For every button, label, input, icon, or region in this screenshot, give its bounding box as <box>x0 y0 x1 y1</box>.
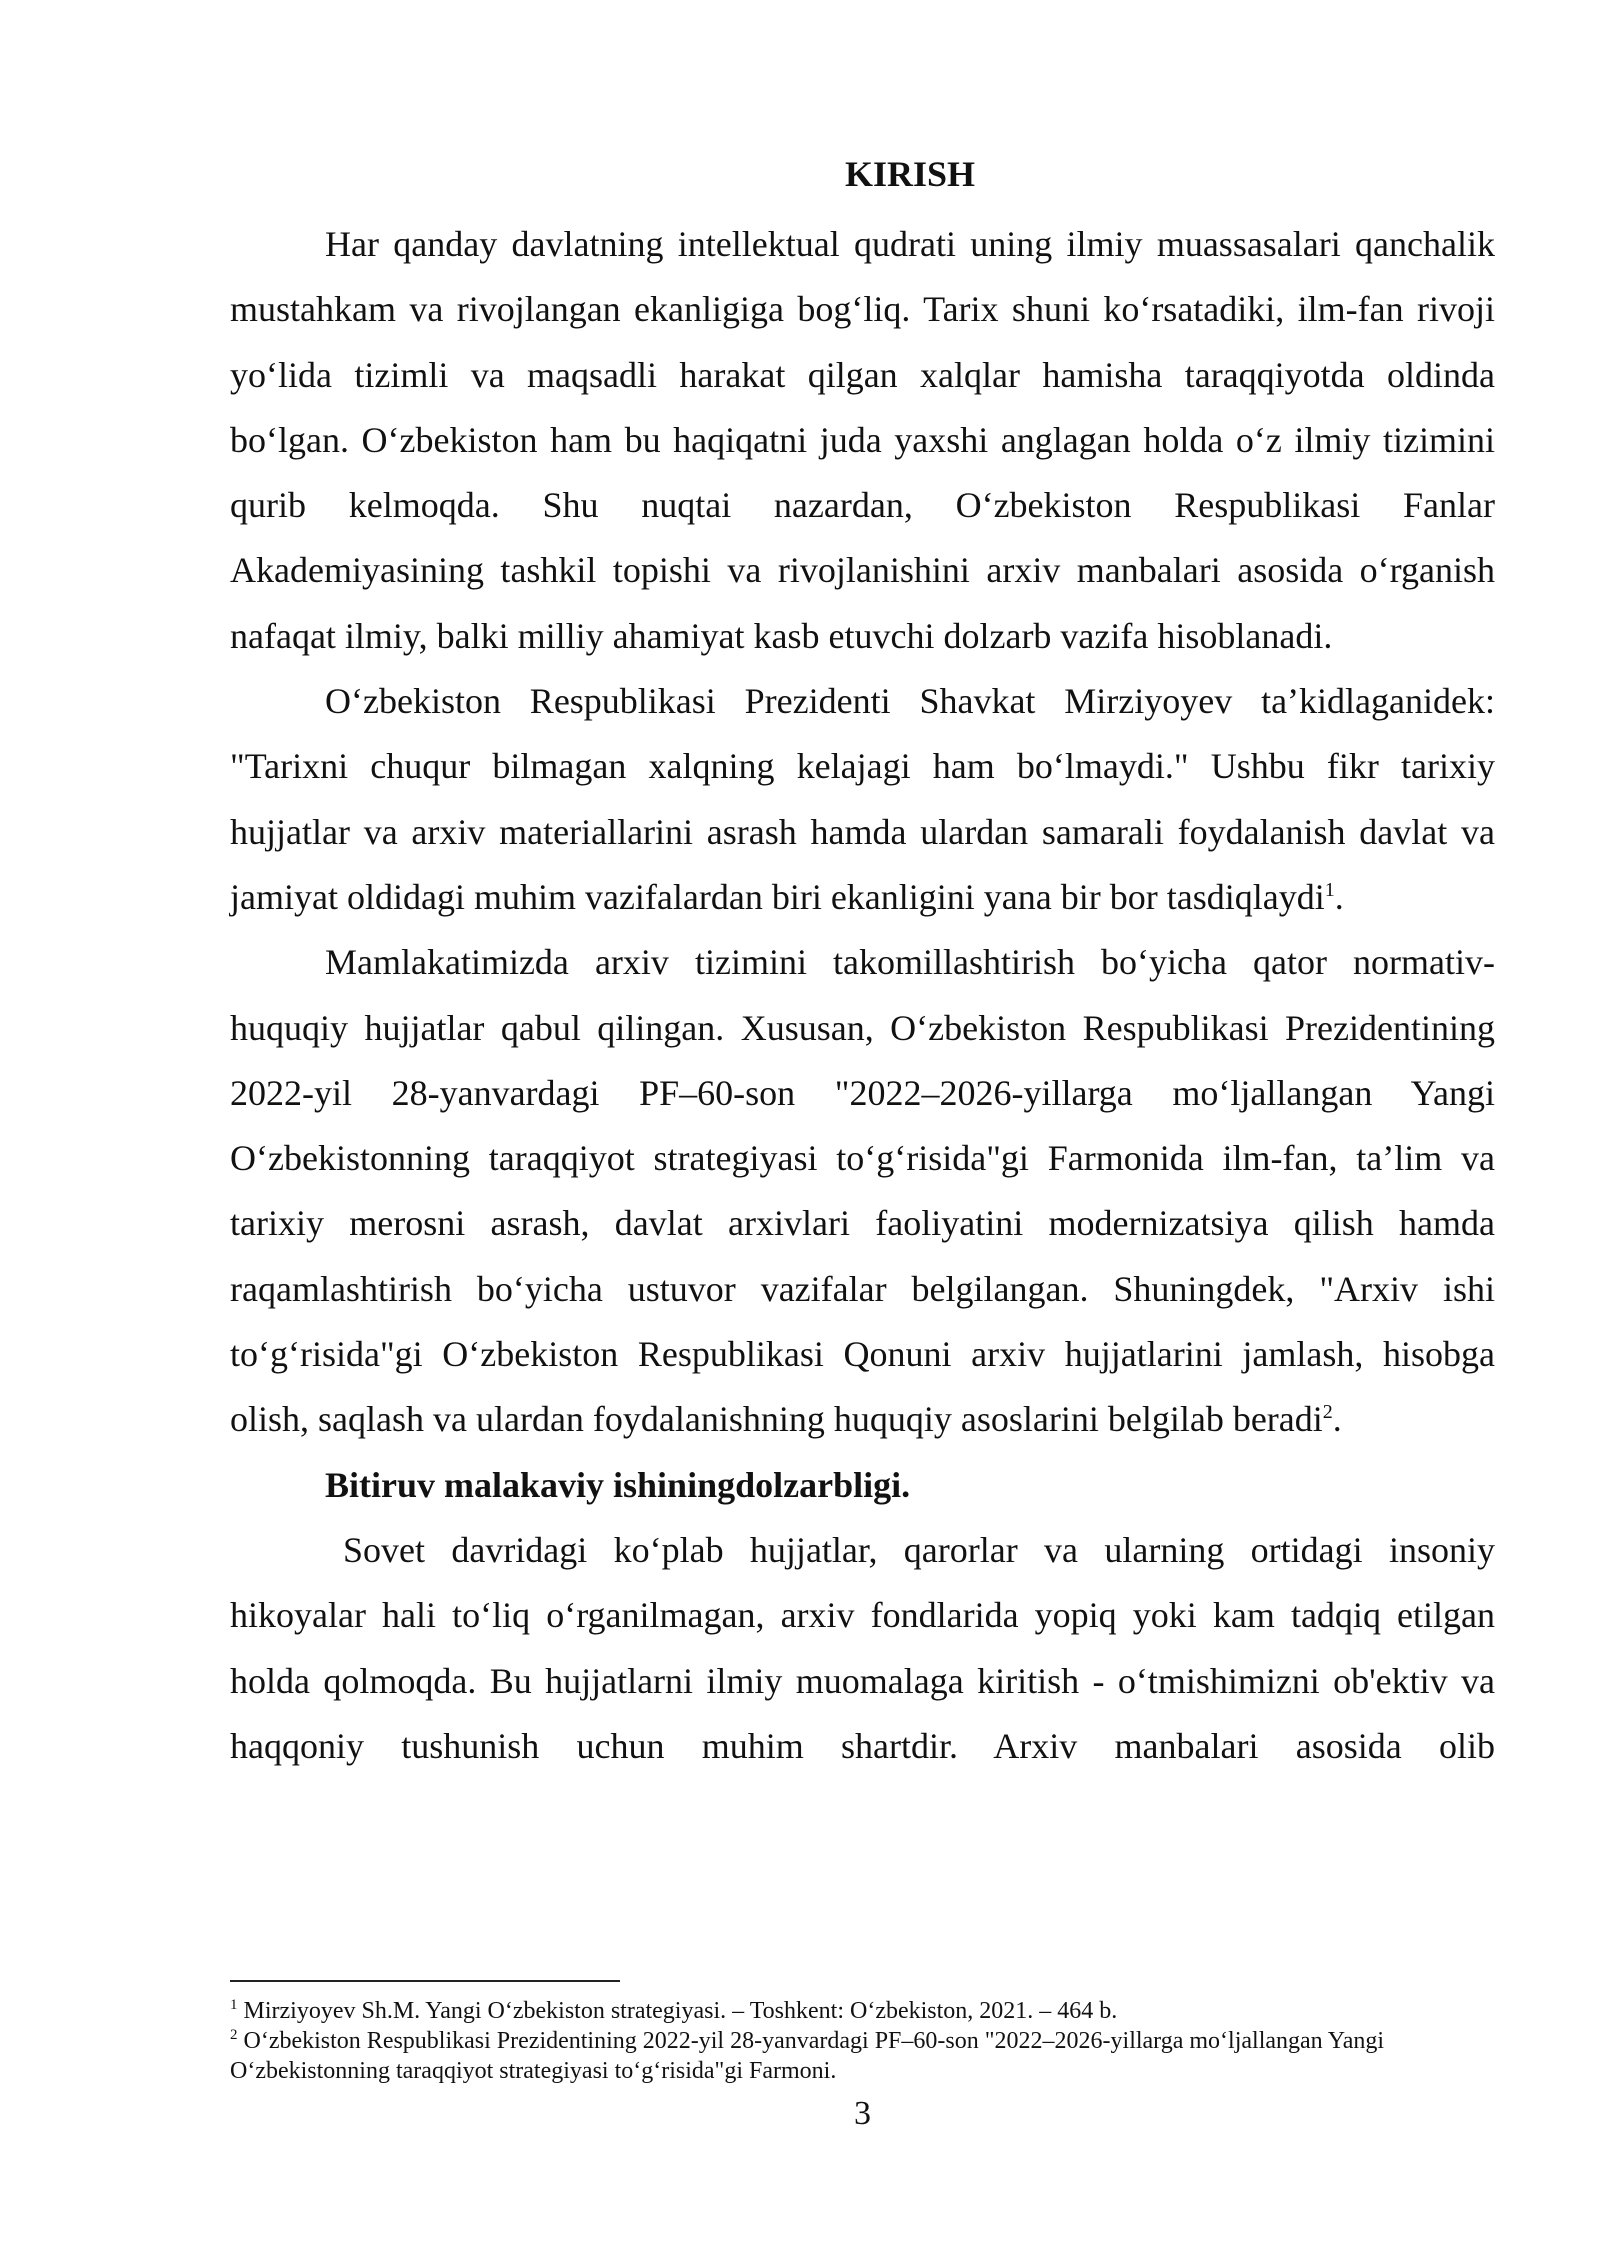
footnote-ref-2[interactable]: 2 <box>1322 1401 1333 1424</box>
footnote-1-text: Mirziyoyev Sh.M. Yangi O‘zbekiston strategiyasi. – Toshkent: O‘zbekiston, 2021. – 464 b. <box>243 1998 1118 2024</box>
paragraph-president-quote-text: O‘zbekiston Respublikasi Prezidenti Shavkat Mirziyoyev ta’kidlaganidek: "Tarixni chuqur bilmagan xalqning kelajagi ham bo‘lmaydi." Ushbu fikr tarixiy hujjatlar va arxiv materiallarini asrash hamda ulardan samarali foydalanish davlat va jamiyat oldidagi muhim vazifalardan biri ekanligini yana bir bor tasdiqlaydi <box>230 681 1495 917</box>
paragraph-legal-basis <box>230 930 1495 1452</box>
footnote-1 <box>230 1996 1495 2026</box>
page-number: 3 <box>854 2095 871 2132</box>
section-title: KIRISH <box>844 154 976 194</box>
body-text <box>230 212 1495 1779</box>
paragraph-relevance <box>230 1518 1495 1779</box>
footnote-2-text: O‘zbekiston Respublikasi Prezidentining 2022-yil 28-yanvardagi PF–60-son "2022–2026-yillarga mo‘ljallangan Yangi O‘zbekistonning taraqqiyot strategiyasi to‘g‘risida"gi Farmoni. <box>230 2028 1385 2084</box>
paragraph-president-quote <box>230 669 1495 930</box>
footnote-2 <box>230 2026 1495 2086</box>
paragraph-legal-basis-text: Mamlakatimizda arxiv tizimini takomillashtirish bo‘yicha qator normativ-huquqiy hujjatlar qabul qilingan. Xususan, O‘zbekiston Respublikasi Prezidentining 2022-yil 28-yanvardagi PF–60-son "2022–2026-yillarga mo‘ljallangan Yangi O‘zbekistonning taraqqiyot strategiyasi to‘g‘risida"gi Farmonida ilm-fan, ta’lim va tarixiy merosni asrash, davlat arxivlari faoliyatini modernizatsiya qilish hamda raqamlashtirish bo‘yicha ustuvor vazifalar belgilangan. Shuningdek, "Arxiv ishi to‘g‘risida"gi O‘zbekiston Respublikasi Qonuni arxiv hujjatlarini jamlash, hisobga olish, saqlash va ulardan foydalanishning huquqiy asoslarini belgilab beradi <box>230 942 1495 1440</box>
relevance-heading: Bitiruv malakaviy ishiningdolzarbligi. <box>325 1464 911 1505</box>
footnotes <box>230 1996 1495 2086</box>
footnote-1-number: 1 <box>230 1997 238 2013</box>
footnote-separator <box>230 1980 620 1982</box>
paragraph-intro-text: Har qanday davlatning intellektual qudrati uning ilmiy muassasalari qanchalik mustahkam va rivojlangan ekanligiga bog‘liq. Tarix shuni ko‘rsatadiki, ilm-fan rivoji yo‘lida tizimli va maqsadli harakat qilgan xalqlar hamisha taraqqiyotda oldinda bo‘lgan. O‘zbekiston ham bu haqiqatni juda yaxshi anglagan holda o‘z ilmiy tizimini qurib kelmoqda. Shu nuqtai nazardan, O‘zbekiston Respublikasi Fanlar Akademiyasining tashkil topishi va rivojlanishini arxiv manbalari asosida o‘rganish nafaqat ilmiy, balki milliy ahamiyat kasb etuvchi dolzarb vazifa hisoblanadi. <box>230 224 1495 656</box>
footnote-2-number: 2 <box>230 2027 238 2043</box>
paragraph-relevance-text: Sovet davridagi ko‘plab hujjatlar, qarorlar va ularning ortidagi insoniy hikoyalar hali to‘liq o‘rganilmagan, arxiv fondlarida yopiq yoki kam tadqiq etilgan holda qolmoqda. Bu hujjatlarni ilmiy muomalaga kiritish - o‘tmishimizni ob'ektiv va haqqoniy tushunish uchun muhim shartdir. Arxiv manbalari asosida olib <box>230 1529 1495 1766</box>
footnote-ref-1[interactable]: 1 <box>1324 878 1335 901</box>
paragraph-intro <box>230 212 1495 669</box>
paragraph-president-quote-end: . <box>1334 876 1344 917</box>
paragraph-legal-basis-end: . <box>1332 1399 1342 1440</box>
